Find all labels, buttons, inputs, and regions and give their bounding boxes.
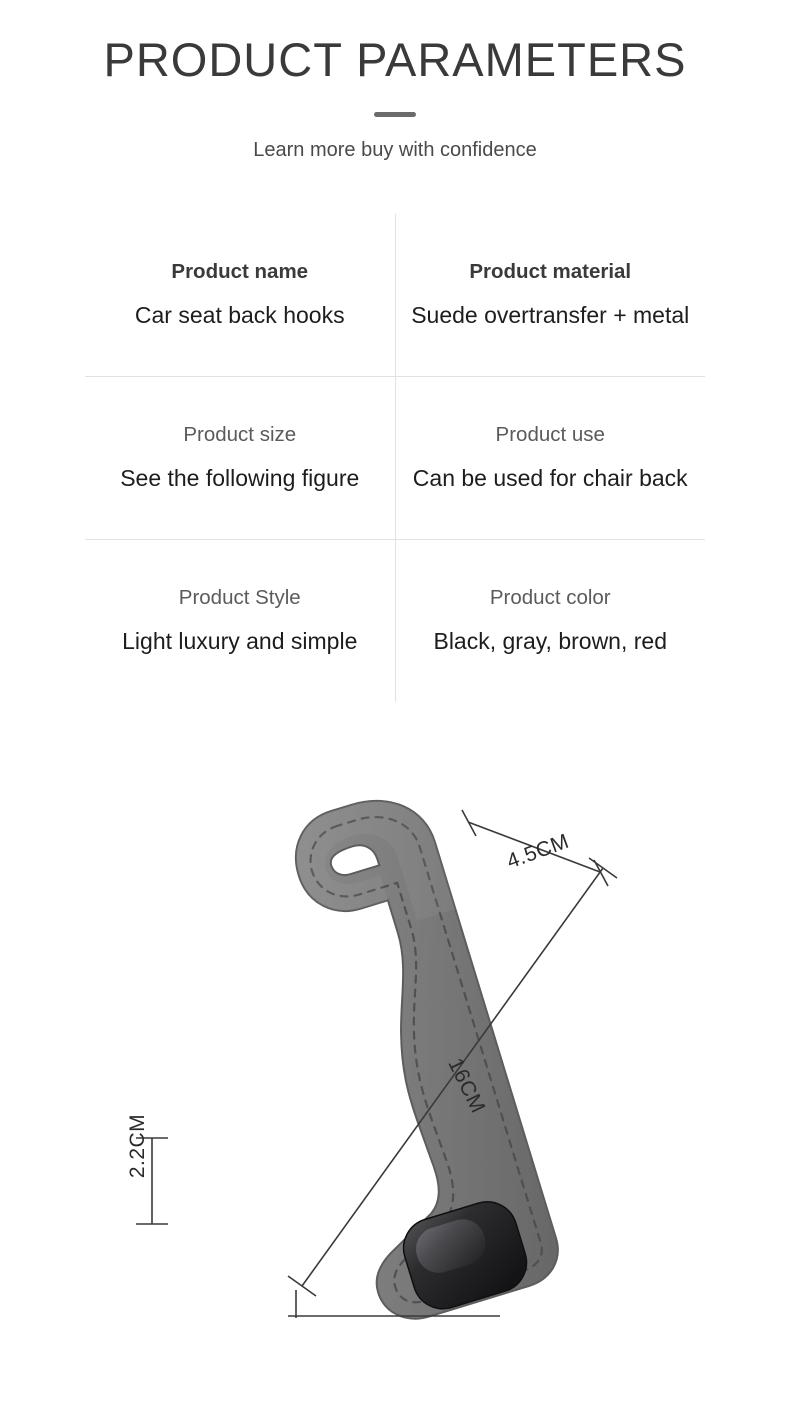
- page-header: [0, 0, 790, 162]
- spec-value: Light luxury and simple: [122, 627, 358, 654]
- spec-label: Product color: [489, 585, 611, 609]
- spec-value: Can be used for chair back: [412, 464, 688, 491]
- spec-value: Car seat back hooks: [134, 301, 345, 328]
- spec-cell-product-style: [85, 539, 395, 702]
- spec-cell-product-use: [395, 376, 705, 539]
- spec-cell-product-size: [85, 376, 395, 539]
- dimension-label-thickness: 2.2CM: [126, 1113, 150, 1178]
- spec-cell-product-name: [85, 214, 395, 377]
- product-parameters-table: [85, 214, 705, 702]
- page-title: PRODUCT PARAMETERS: [103, 33, 687, 86]
- spec-label: Product material: [469, 259, 632, 283]
- spec-cell-product-color: [395, 539, 705, 702]
- table-row: [85, 214, 705, 377]
- spec-label: Product Style: [178, 585, 301, 609]
- spec-label: Product use: [495, 422, 605, 446]
- page-subtitle: Learn more buy with confidence: [253, 138, 537, 161]
- spec-value: See the following figure: [120, 464, 360, 491]
- dimension-label-width: 4.5CM: [503, 829, 573, 874]
- table-row: [85, 376, 705, 539]
- table-row: [85, 539, 705, 702]
- spec-value: Suede overtransfer + metal: [411, 301, 690, 328]
- spec-label: Product name: [171, 259, 309, 283]
- spec-label: Product size: [183, 422, 297, 446]
- title-divider: [374, 112, 416, 117]
- product-dimension-figure: [0, 744, 790, 1364]
- product-illustration: [0, 744, 790, 1364]
- spec-cell-product-material: [395, 214, 705, 377]
- dimension-label-length: 16CM: [443, 1054, 490, 1117]
- spec-value: Black, gray, brown, red: [433, 627, 667, 654]
